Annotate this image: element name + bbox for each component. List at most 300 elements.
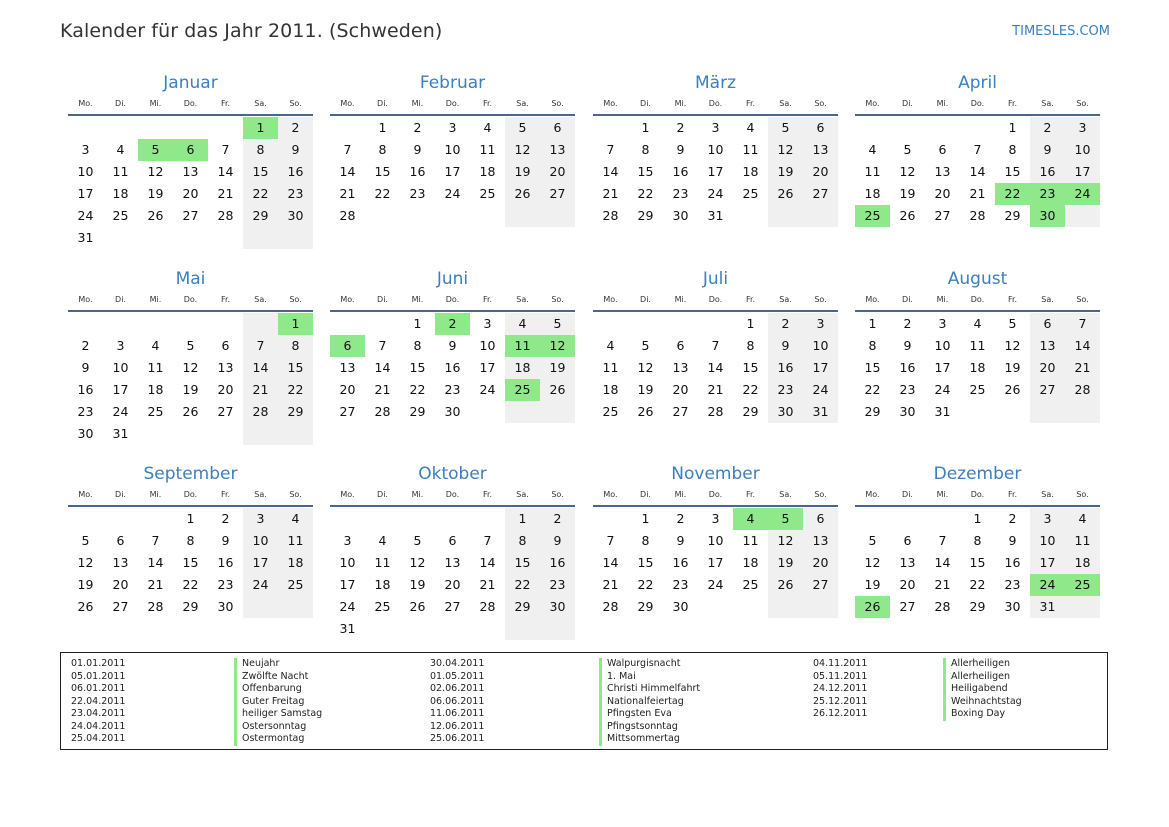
day: 17: [112, 382, 129, 397]
day: 29: [637, 208, 654, 223]
day: 3: [343, 533, 352, 548]
weekday-label: Fr.: [745, 490, 756, 499]
day: 22: [742, 382, 759, 397]
day: 8: [1008, 142, 1017, 157]
day: 5: [641, 338, 650, 353]
day: 6: [938, 142, 947, 157]
weekday-header: [593, 97, 838, 116]
day: 27: [182, 208, 199, 223]
weekday-label: Sa.: [1041, 295, 1054, 304]
day: 22: [409, 382, 426, 397]
day: 11: [278, 530, 313, 552]
day-empty: [138, 313, 173, 335]
day: 3: [116, 338, 125, 353]
day: 28: [243, 401, 278, 423]
day: 1: [746, 316, 755, 331]
holiday-day: 1: [278, 313, 313, 335]
day: 20: [217, 382, 234, 397]
day: 15: [742, 360, 759, 375]
day: 13: [217, 360, 234, 375]
day: 9: [1030, 139, 1065, 161]
month-title: Mai: [175, 269, 206, 289]
day: 4: [278, 508, 313, 530]
weekday-label: Sa.: [779, 99, 792, 108]
day: 10: [934, 338, 951, 353]
day: 21: [934, 577, 951, 592]
day: 7: [938, 533, 947, 548]
day: 15: [374, 164, 391, 179]
holiday-name: Boxing Day: [951, 708, 1006, 719]
day: 10: [243, 530, 278, 552]
day-grid: [855, 117, 1100, 227]
weekday-label: Mo.: [340, 490, 355, 499]
day: 21: [339, 186, 356, 201]
day: 27: [540, 183, 575, 205]
weekday-label: Mi.: [149, 295, 162, 304]
day: 12: [864, 555, 881, 570]
weekday-label: Fr.: [482, 99, 493, 108]
day: 27: [339, 404, 356, 419]
day-empty: [278, 596, 313, 618]
weekday-label: Fr.: [1007, 99, 1018, 108]
day: 27: [899, 599, 916, 614]
day: 24: [112, 404, 129, 419]
day-grid: [593, 117, 838, 227]
day: 8: [378, 142, 387, 157]
day: 15: [278, 357, 313, 379]
day: 23: [77, 404, 94, 419]
day-empty: [960, 117, 995, 139]
day-empty: [995, 401, 1030, 423]
day-empty: [400, 205, 435, 227]
month-title: August: [947, 269, 1008, 289]
weekday-label: So.: [289, 295, 302, 304]
day: 21: [707, 382, 724, 397]
day: 30: [444, 404, 461, 419]
day: 31: [77, 230, 94, 245]
day: 13: [339, 360, 356, 375]
holiday-day: 22: [995, 183, 1030, 205]
day-empty: [540, 618, 575, 640]
day: 23: [278, 183, 313, 205]
holiday-day: 2: [435, 313, 470, 335]
day: 2: [1030, 117, 1065, 139]
holiday-date: 25.06.2011: [430, 733, 485, 744]
day-empty: [960, 401, 995, 423]
day-empty: [593, 117, 628, 139]
weekday-label: So.: [814, 99, 827, 108]
day: 14: [1065, 335, 1100, 357]
day-empty: [925, 117, 960, 139]
day-empty: [470, 618, 505, 640]
day: 30: [768, 401, 803, 423]
weekday-label: Mo.: [78, 99, 93, 108]
day: 4: [746, 120, 755, 135]
month-september: [68, 464, 313, 618]
weekday-label: Do.: [183, 295, 198, 304]
day-grid: [330, 508, 575, 640]
weekday-label: So.: [1076, 99, 1089, 108]
day: 22: [182, 577, 199, 592]
month-januar: [68, 73, 313, 249]
holiday-name: Walpurgisnacht: [607, 658, 681, 669]
holiday-names-column: [599, 658, 700, 746]
day: 20: [899, 577, 916, 592]
holiday-day: 23: [1030, 183, 1065, 205]
day: 29: [505, 596, 540, 618]
weekday-label: So.: [551, 490, 564, 499]
day: 20: [112, 577, 129, 592]
day: 1: [641, 511, 650, 526]
day: 16: [278, 161, 313, 183]
day: 18: [278, 552, 313, 574]
day: 7: [378, 338, 387, 353]
day-empty: [400, 618, 435, 640]
day: 28: [147, 599, 164, 614]
weekday-label: Fr.: [745, 99, 756, 108]
month-august: [855, 269, 1100, 423]
day-empty: [103, 117, 138, 139]
day: 1: [378, 120, 387, 135]
weekday-label: Mi.: [674, 99, 687, 108]
day: 2: [540, 508, 575, 530]
day: 20: [444, 577, 461, 592]
day: 9: [903, 338, 912, 353]
weekday-label: Di.: [640, 99, 651, 108]
day: 16: [899, 360, 916, 375]
holiday-name: Nationalfeiertag: [607, 695, 684, 707]
day: 6: [116, 533, 125, 548]
day: 12: [768, 139, 803, 161]
day: 22: [374, 186, 391, 201]
day: 10: [1030, 530, 1065, 552]
day-grid: [330, 117, 575, 227]
day: 11: [112, 164, 129, 179]
day: 18: [969, 360, 986, 375]
day-empty: [68, 313, 103, 335]
day-empty: [103, 508, 138, 530]
day: 15: [637, 555, 654, 570]
month-juni: [330, 269, 575, 423]
day: 26: [409, 599, 426, 614]
day: 20: [672, 382, 689, 397]
day: 13: [934, 164, 951, 179]
day: 23: [899, 382, 916, 397]
day: 27: [112, 599, 129, 614]
day: 12: [505, 139, 540, 161]
holiday-name: Pfingstsonntag: [607, 720, 678, 732]
day: 15: [505, 552, 540, 574]
day: 15: [969, 555, 986, 570]
day: 8: [278, 335, 313, 357]
weekday-label: Sa.: [254, 490, 267, 499]
day: 4: [378, 533, 387, 548]
day-empty: [698, 313, 733, 335]
day: 21: [147, 577, 164, 592]
day-empty: [103, 227, 138, 249]
day: 20: [803, 552, 838, 574]
day: 13: [540, 139, 575, 161]
day: 29: [409, 404, 426, 419]
day: 24: [77, 208, 94, 223]
day: 27: [803, 574, 838, 596]
day: 4: [505, 313, 540, 335]
day: 2: [903, 316, 912, 331]
weekday-label: Fr.: [220, 295, 231, 304]
day: 22: [969, 577, 986, 592]
holiday-date: 04.11.2011: [813, 658, 868, 669]
day: 29: [182, 599, 199, 614]
day: 17: [803, 357, 838, 379]
day-empty: [278, 423, 313, 445]
day: 9: [676, 533, 685, 548]
weekday-label: Sa.: [1041, 490, 1054, 499]
day: 14: [602, 164, 619, 179]
day: 19: [182, 382, 199, 397]
day: 30: [1004, 599, 1021, 614]
day: 28: [707, 404, 724, 419]
day-empty: [208, 117, 243, 139]
day-empty: [733, 596, 768, 618]
holiday-dates-column: [813, 658, 867, 721]
weekday-label: Mi.: [936, 490, 949, 499]
weekday-label: Mi.: [936, 295, 949, 304]
day: 30: [77, 426, 94, 441]
day-empty: [173, 313, 208, 335]
weekday-label: Mi.: [674, 295, 687, 304]
month-title: Juli: [702, 269, 729, 289]
day-empty: [768, 205, 803, 227]
holiday-date: 30.04.2011: [430, 658, 485, 669]
day: 19: [768, 161, 803, 183]
holiday-name: Ostersonntag: [242, 720, 307, 732]
day: 26: [505, 183, 540, 205]
day-grid: [68, 117, 313, 249]
weekday-label: Fr.: [220, 99, 231, 108]
day: 27: [444, 599, 461, 614]
holiday-name: Mittsommertag: [607, 733, 680, 744]
day: 17: [1030, 552, 1065, 574]
day-grid: [855, 313, 1100, 423]
day: 24: [243, 574, 278, 596]
day: 19: [1004, 360, 1021, 375]
day: 28: [479, 599, 496, 614]
day: 11: [742, 142, 759, 157]
day-empty: [365, 313, 400, 335]
day: 16: [1004, 555, 1021, 570]
weekday-label: Do.: [445, 490, 460, 499]
day: 11: [479, 142, 496, 157]
day-empty: [1065, 401, 1100, 423]
weekday-label: Di.: [115, 295, 126, 304]
day: 22: [278, 379, 313, 401]
weekday-label: So.: [814, 490, 827, 499]
day: 1: [413, 316, 422, 331]
day: 24: [803, 379, 838, 401]
day: 25: [602, 404, 619, 419]
day: 9: [413, 142, 422, 157]
day: 18: [112, 186, 129, 201]
day: 19: [505, 161, 540, 183]
day: 15: [182, 555, 199, 570]
weekday-label: Do.: [183, 99, 198, 108]
holiday-name: heiliger Samstag: [242, 708, 323, 719]
weekday-header: [330, 97, 575, 116]
holiday-date: 01.05.2011: [430, 670, 485, 682]
day: 4: [483, 120, 492, 135]
day: 12: [1004, 338, 1021, 353]
day: 7: [973, 142, 982, 157]
day: 7: [606, 142, 615, 157]
weekday-header: [330, 488, 575, 507]
day: 20: [803, 161, 838, 183]
day: 28: [602, 208, 619, 223]
holiday-day: 6: [330, 335, 365, 357]
holiday-day: 25: [1065, 574, 1100, 596]
holiday-day: 5: [768, 508, 803, 530]
day: 11: [374, 555, 391, 570]
day: 14: [479, 555, 496, 570]
holiday-day: 11: [505, 335, 540, 357]
day: 6: [676, 338, 685, 353]
day: 3: [711, 511, 720, 526]
day: 2: [676, 120, 685, 135]
day-empty: [330, 117, 365, 139]
weekday-label: Di.: [377, 99, 388, 108]
day: 22: [864, 382, 881, 397]
day: 8: [413, 338, 422, 353]
day: 25: [742, 186, 759, 201]
day: 14: [217, 164, 234, 179]
weekday-label: Di.: [640, 295, 651, 304]
day: 19: [864, 577, 881, 592]
day: 21: [602, 186, 619, 201]
day: 8: [505, 530, 540, 552]
day: 4: [868, 142, 877, 157]
day: 9: [81, 360, 90, 375]
day: 13: [803, 139, 838, 161]
day-empty: [208, 423, 243, 445]
day: 12: [182, 360, 199, 375]
month-title: Juni: [436, 269, 469, 289]
day: 25: [969, 382, 986, 397]
day: 2: [1008, 511, 1017, 526]
day: 29: [864, 404, 881, 419]
day: 31: [707, 208, 724, 223]
day: 7: [606, 533, 615, 548]
weekday-header: [855, 488, 1100, 507]
day-grid: [593, 508, 838, 618]
day-empty: [365, 508, 400, 530]
day: 20: [1030, 357, 1065, 379]
day: 19: [409, 577, 426, 592]
day-empty: [208, 313, 243, 335]
weekday-label: Di.: [377, 490, 388, 499]
day-empty: [330, 313, 365, 335]
day: 18: [742, 164, 759, 179]
holiday-date: 25.04.2011: [71, 733, 126, 744]
day: 22: [243, 183, 278, 205]
day: 10: [803, 335, 838, 357]
day: 17: [339, 577, 356, 592]
weekday-label: Fr.: [1007, 490, 1018, 499]
day: 28: [602, 599, 619, 614]
weekday-header: [330, 293, 575, 312]
day: 19: [899, 186, 916, 201]
day: 9: [540, 530, 575, 552]
day: 3: [803, 313, 838, 335]
day-empty: [855, 508, 890, 530]
day: 12: [637, 360, 654, 375]
day: 6: [448, 533, 457, 548]
day-empty: [68, 117, 103, 139]
day: 5: [186, 338, 195, 353]
holiday-name: Zwölfte Nacht: [242, 670, 309, 682]
day: 9: [1008, 533, 1017, 548]
weekday-label: Mi.: [411, 295, 424, 304]
day: 27: [672, 404, 689, 419]
weekday-label: Do.: [708, 295, 723, 304]
day: 2: [81, 338, 90, 353]
day: 1: [973, 511, 982, 526]
day: 21: [479, 577, 496, 592]
day-empty: [138, 117, 173, 139]
holiday-date: 06.01.2011: [71, 683, 126, 694]
day: 15: [864, 360, 881, 375]
weekday-label: So.: [1076, 295, 1089, 304]
day: 14: [969, 164, 986, 179]
day: 1: [505, 508, 540, 530]
day: 7: [221, 142, 230, 157]
weekday-header: [68, 293, 313, 312]
holiday-name: Weihnachtstag: [951, 695, 1022, 707]
weekday-label: So.: [1076, 490, 1089, 499]
holiday-name: Pfingsten Eva: [607, 708, 672, 719]
day-empty: [173, 117, 208, 139]
month-mai: [68, 269, 313, 445]
day: 7: [243, 335, 278, 357]
day: 30: [540, 596, 575, 618]
weekday-label: Do.: [970, 295, 985, 304]
day: 12: [409, 555, 426, 570]
day: 20: [182, 186, 199, 201]
day: 31: [934, 404, 951, 419]
day: 26: [540, 379, 575, 401]
day: 4: [606, 338, 615, 353]
holiday-dates-column: [71, 658, 125, 746]
day: 30: [672, 599, 689, 614]
day: 10: [1065, 139, 1100, 161]
day: 15: [409, 360, 426, 375]
day: 23: [444, 382, 461, 397]
day: 26: [77, 599, 94, 614]
day: 10: [479, 338, 496, 353]
day: 13: [182, 164, 199, 179]
site-link[interactable]: TIMESLES.COM: [1012, 24, 1110, 39]
weekday-label: So.: [289, 490, 302, 499]
month-oktober: [330, 464, 575, 640]
holiday-date: 02.06.2011: [430, 683, 485, 694]
holiday-date: 24.12.2011: [813, 683, 868, 694]
day: 17: [243, 552, 278, 574]
day-empty: [890, 508, 925, 530]
day: 13: [444, 555, 461, 570]
day: 26: [899, 208, 916, 223]
day: 14: [374, 360, 391, 375]
day: 17: [707, 555, 724, 570]
weekday-label: Di.: [902, 99, 913, 108]
day: 11: [147, 360, 164, 375]
